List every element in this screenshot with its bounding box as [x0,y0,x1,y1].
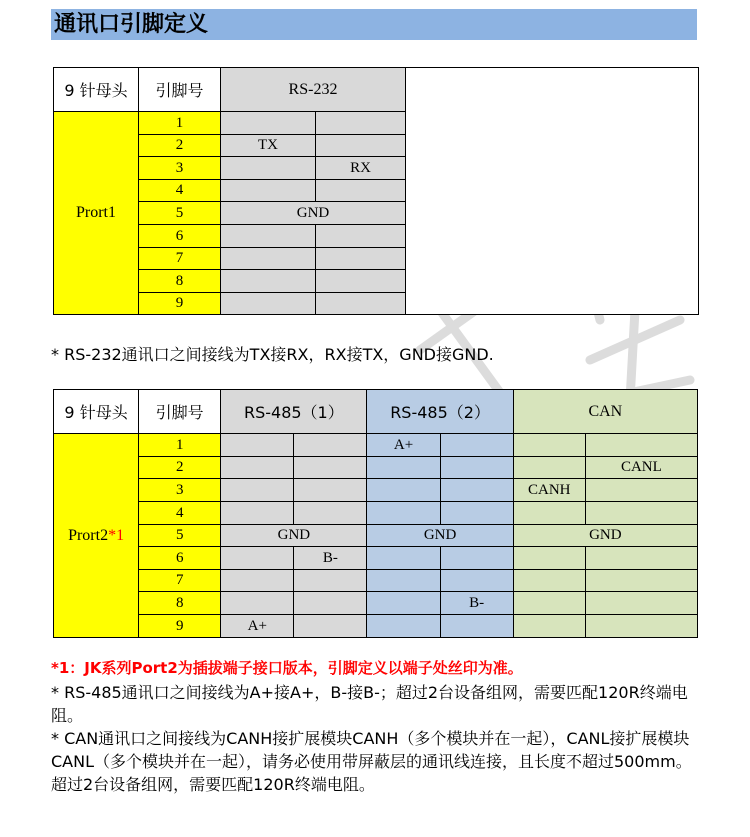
rs232-gnd: GND [221,202,406,225]
pin-number: 4 [139,180,221,202]
pin-number: 1 [139,112,221,135]
header-connector: 9 针母头 [54,390,139,434]
pin-number: 1 [139,434,221,457]
rs485-2-a-plus: A+ [367,434,440,457]
header-rs485-2: RS-485（2） [367,390,513,434]
can-wiring-note: * CAN通讯口之间接线为CANH接扩展模块CANH（多个模块并在一起），CANL接扩展模块CANL（多个模块并在一起），请务必使用带屏蔽层的通讯线连接，且长度不超过500mm。超过2台设备组网，需要匹配120R终端电阻。 [51,729,692,794]
pin-number: 4 [139,502,221,525]
pin-number: 3 [139,479,221,502]
can-gnd: GND [513,525,697,547]
rs485-1-gnd: GND [221,525,367,547]
pin-number: 9 [139,293,221,315]
header-rs232: RS-232 [221,68,406,112]
rs485-2-gnd: GND [367,525,513,547]
rs232-pin-table [53,67,699,315]
port1-label: Prort1 [54,112,139,315]
pin-number: 7 [139,570,221,592]
pin-number: 5 [139,525,221,547]
pin-number: 2 [139,135,221,157]
pin-number: 6 [139,547,221,570]
header-pin: 引脚号 [139,68,221,112]
rs232-rx: RX [316,157,406,180]
rs485-wiring-note: * RS-485通讯口之间接线为A+接A+，B-接B-；超过2台设备组网，需要匹配120R终端电阻。 [51,683,688,725]
rs232-tx: TX [221,135,316,157]
can-canh: CANH [513,479,585,502]
section-title: 通讯口引脚定义 [54,12,209,37]
pin-number: 8 [139,592,221,615]
pin-number: 6 [139,225,221,248]
can-canl: CANL [585,457,697,479]
rs232-wiring-note: * RS-232通讯口之间接线为TX接RX，RX接TX，GND接GND. [51,345,494,364]
port2-footnote-mark: *1 [108,526,125,544]
pin-number: 7 [139,248,221,270]
rs485-2-b-minus: B- [440,592,513,615]
pin-number: 5 [139,202,221,225]
pin-number: 9 [139,615,221,638]
rs485-1-a-plus: A+ [221,615,294,638]
header-pin: 引脚号 [139,390,221,434]
port2-footnote: *1：JK系列Port2为插拔端子接口版本，引脚定义以端子处丝印为准。 [51,659,523,677]
header-rs485-1: RS-485（1） [221,390,367,434]
port2-label: Prort2*1 [54,434,139,638]
port2-pin-table [53,389,698,638]
section-title-bar [51,9,697,40]
pin-number: 3 [139,157,221,180]
rs485-1-b-minus: B- [294,547,367,570]
table1-blank-area [406,68,699,315]
header-connector: 9 针母头 [54,68,139,112]
header-can: CAN [513,390,697,434]
pin-number: 8 [139,270,221,293]
pin-number: 2 [139,457,221,479]
